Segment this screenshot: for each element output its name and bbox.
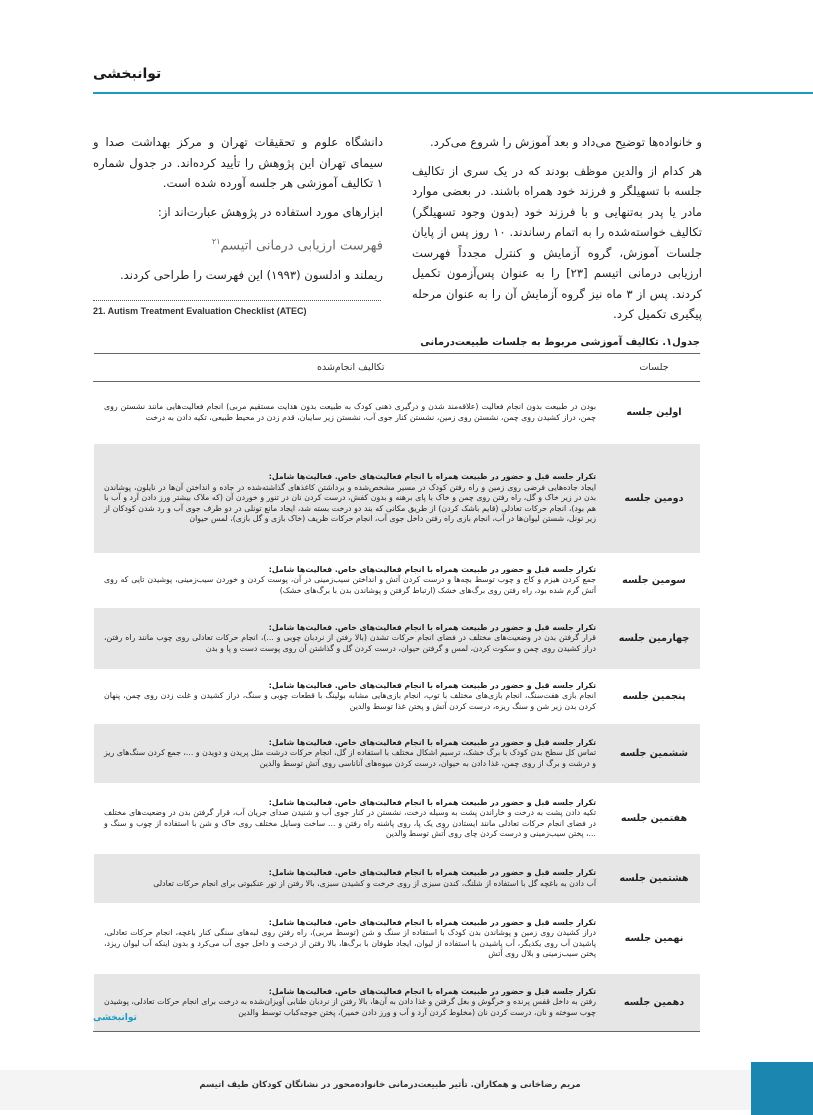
activities-cell [94, 382, 609, 444]
footer-band [0, 1070, 751, 1110]
paragraph: دانشگاه علوم و تحقیقات تهران و مرکز بهداشت صدا و سیمای تهران این پژوهش را تأیید کرده‌اند. در جدول شماره ۱ تکالیف آموزشی هر جلسه آورده شده است. [93, 135, 383, 190]
activities-cell [94, 854, 609, 904]
activities-intro: تکرار جلسه قبل و حضور در طبیعت همراه با انجام فعالیت‌های خاص. فعالیت‌ها شامل: [268, 622, 596, 632]
footer-brand: توانبخشی [93, 1013, 137, 1023]
atec-heading [93, 232, 383, 257]
page-number-bar [751, 1062, 813, 1115]
session-cell: نهمین جلسه [608, 904, 700, 974]
activities-text: آب دادن به باغچه گل با استفاده از شلنگ، کندن سبزی از روی خرخت و کشیدن سبزی، بالا رفتن از تور عنکبوتی برای انجام حرکات تعادلی [153, 878, 596, 888]
activities-text: دراز کشیدن روی زمین و پوشاندن بدن کودک با استفاده از سنگ و شن (توسط مربی)، راه رفتن روی لبه‌های سنگی کنار باغچه، انجام حرکات تعادلی، پاشیدن آب روی یکدیگر، آب پاشیدن با استفاده از لیوان، ایجاد طوفان با برگ‌ها، بالا رفتن از درخت و داخل جوی آب می‌کرد و بدون اینکه آب لیوان ریزد، پختن سیب‌زمینی و بلال روی آتش [104, 928, 596, 958]
atec-footnote-mark: ۲۱ [211, 237, 221, 246]
table-caption: جدول۱. تکالیف آموزشی مربوط به جلسات طبیعت‌درمانی [420, 337, 700, 348]
paragraph: هر کدام از والدین موظف بودند که در یک سری از تکالیف جلسه با تسهیلگر و فرزند خود همراه باشند. در بعضی موارد مادر یا پدر به‌تنهایی و با فرزند خود (بدون وجود تسهیلگر) تکالیف خواسته‌شده را به اتمام رساندند. ۱۰ روز پس از پایان جلسات آموزش، گروه آزمایش و کنترل مجدداً فهرست ارزیابی درمانی اتیسم [۲۳] را به عنوان پس‌آزمون تکمیل کردند. پس از ۳ ماه نیز گروه آزمایش آن را به عنوان مرحله پیگیری تکمیل کرد. [412, 163, 703, 321]
table-row [94, 670, 701, 724]
activities-cell [94, 724, 609, 784]
activities-text: جمع کردن هیزم و کاج و چوب توسط بچه‌ها و درست کردن آتش و انداختن سیب‌زمینی در آن، پوست کردن و خوردن سیب‌زمینی، پوشیدن تایی که روی آتش گرم شده بود، راه رفتن روی برگ‌های خشک (ارتباط گرفتن و پوشاندن بدن با برگ‌های خشک) [104, 575, 596, 595]
header-rule [93, 92, 813, 94]
activities-intro: تکرار جلسه قبل و حضور در طبیعت همراه با انجام فعالیت‌های خاص. فعالیت‌ها شامل: [268, 868, 596, 877]
session-cell: اولین جلسه [608, 382, 700, 444]
activities-text: انجام بازی هفت‌سنگ، انجام بازی‌های مختلف با توپ، انجام بازی‌هایی مشابه بولینگ با قطعات چوبی و سنگ، دراز کشیدن و غلت زدن روی چمن، پنهان کردن بدن زیر شن و سنگ ریزه، درست کردن آتش و پختن غذا توسط والدین [104, 691, 596, 711]
footnote-rule [93, 300, 381, 301]
table-row [94, 854, 701, 904]
activities-cell [94, 608, 609, 670]
journal-title: توانبخشی [93, 66, 162, 82]
table-row [94, 554, 701, 608]
activities-cell [94, 670, 609, 724]
session-cell: ششمین جلسه [608, 724, 700, 784]
activities-intro: تکرار جلسه قبل و حضور در طبیعت همراه با انجام فعالیت‌های خاص. فعالیت‌ها شامل: [268, 680, 596, 690]
session-cell: چهارمین جلسه [608, 608, 700, 670]
session-cell: هشتمین جلسه [608, 854, 700, 904]
activities-intro: تکرار جلسه قبل و حضور در طبیعت همراه با انجام فعالیت‌های خاص. فعالیت‌ها شامل: [268, 917, 596, 927]
paragraph: و خانواده‌ها توضیح می‌داد و بعد آموزش را شروع می‌کرد. [429, 135, 702, 149]
activities-text: ایجاد جاده‌هایی فرضی روی زمین و راه رفتن کودک در مسیر مشخص‌شده و برداشتن کاغذهای گذاشته‌شده در جاده و انداختن آن‌ها در نایلون، پوشاندن بدن در زیر خاک و گل، راه رفتن روی چمن و خاک با پای برهنه و بدون کفش، درست کردن نان در تنور و خوردن آن (که ملاک بیشتر ورز دادن آرد و آب با هم بود)، انجام حرکات تعادلی (قایم باشک کردن) از طریق مکانی که بند دو درخت بسته شد، ایجاد مانع تونلی در دو طرف جوی آب و رد شدن کودکان از زیر تونل، شستن لیوان‌ها در آب، انجام بازی راه رفتن داخل جوی آب، انجام حرکات ظریف (خاک بازی و گل بازی)، لمس حیوان [104, 482, 596, 524]
table-row [94, 784, 701, 854]
activities-intro: تکرار جلسه قبل و حضور در طبیعت همراه با انجام فعالیت‌های خاص. فعالیت‌ها شامل: [268, 472, 596, 482]
activities-cell [94, 784, 609, 854]
activities-intro: تکرار جلسه قبل و حضور در طبیعت همراه با انجام فعالیت‌های خاص. فعالیت‌ها شامل: [268, 986, 596, 996]
header-session: جلسات [608, 354, 700, 382]
table-row [94, 904, 701, 974]
activities-intro: تکرار جلسه قبل و حضور در طبیعت همراه با انجام فعالیت‌های خاص. فعالیت‌ها شامل: [268, 797, 596, 807]
left-text-column [93, 132, 383, 293]
table-row [94, 382, 701, 444]
activities-intro: تکرار جلسه قبل و حضور در طبیعت همراه با انجام فعالیت‌های خاص. فعالیت‌ها شامل: [268, 564, 596, 574]
table-row [94, 608, 701, 670]
activities-text: قرار گرفتن بدن در وضعیت‌های مختلف در فضای انجام حرکات تشدن (بالا رفتن از نردبان چوبی و ...)، انجام حرکات تعادلی روی چوب مانند راه رفتن، دراز کشیدن روی چمن و سکوت کردن، لمس و گرفتن حیوان، درست کردن گل و گذاشتن آن روی پوست دست و پا و بدن [104, 633, 596, 653]
table-body [94, 382, 701, 1032]
activities-text: تکیه دادن پشت به درخت و خاراندن پشت به وسیله درخت، نشستن در کنار جوی آب و شنیدن صدای جریان آب، قرار گرفتن بدن در وضعیت‌های مختلف در فضای انجام حرکات تعادلی مانند ایستادن روی یک پا، روی پاشنه راه رفتن و ... ساخت وسایل مختلف روی خاک و شن با استفاده از چوب و سنگ و ...، پختن سیب‌زمینی و درست کردن چای روی آتش توسط والدین [104, 808, 596, 838]
session-cell: دومین جلسه [608, 444, 700, 554]
activities-text: رفتن به داخل قفس پرنده و خرگوش و بغل گرفتن و غذا دادن به آن‌ها، بالا رفتن از نردبان طنابی آویزان‌شده به درخت برای انجام حرکات تعادلی، پوشیدن چوب سوخته و نان، درست کردن نان (مخلوط کردن آرد و آب و ورز دادن خمیر)، پختن جوجه‌کباب توسط والدین [104, 997, 596, 1017]
activities-cell [94, 554, 609, 608]
table-row [94, 444, 701, 554]
activities-text: تماس کل سطح بدن کودک با برگ خشک، ترسیم اشکال مختلف با استفاده از گل، انجام حرکات درشت مثل پریدن و دویدن و ...، جمع کردن سنگ‌های ریز و درشت و برگ از روی چمن، غذا دادن به حیوان، درست کردن میوه‌های آناناسی روی آتش توسط والدین [104, 748, 596, 768]
right-text-column [412, 132, 702, 333]
session-cell: سومین جلسه [608, 554, 700, 608]
session-cell: دهمین جلسه [608, 974, 700, 1032]
paragraph: ریملند و ادلسون (۱۹۹۳) این فهرست را طراحی کردند. [119, 267, 383, 282]
footer-citation: مریم رضاخانی و همکاران. تأثیر طبیعت‌درمانی خانواده‌محور در نشانگان کودکان طیف اتیسم [199, 1080, 581, 1090]
tools-heading: ابزارهای مورد استفاده در پژوهش عبارت‌اند از: [157, 204, 383, 219]
table-header-row [94, 354, 701, 382]
session-cell: هفتمین جلسه [608, 784, 700, 854]
sessions-table [93, 353, 700, 1032]
activities-intro: تکرار جلسه قبل و حضور در طبیعت همراه با انجام فعالیت‌های خاص. فعالیت‌ها شامل: [268, 737, 596, 747]
footnote: 21. Autism Treatment Evaluation Checklist (ATEC) [93, 306, 307, 316]
table-row [94, 974, 701, 1032]
session-cell: پنجمین جلسه [608, 670, 700, 724]
activities-text: بودن در طبیعت بدون انجام فعالیت (علاقه‌مند شدن و درگیری ذهنی کودک به طبیعت بدون هدایت مستقیم مربی) انجام فعالیت‌هایی مانند نشستن روی چمن، دراز کشیدن روی چمن، نشستن روی زمین، نشستن کنار جوی آب، نشستن زیر سایبان، قدم زدن در محیط طبیعی، تکیه دادن به درخت [104, 402, 596, 422]
activities-cell [94, 904, 609, 974]
table-row [94, 724, 701, 784]
atec-title: فهرست ارزیابی درمانی اتیسم [220, 238, 383, 254]
header-activities: تکالیف انجام‌شده [94, 354, 609, 382]
activities-cell [94, 974, 609, 1032]
activities-cell [94, 444, 609, 554]
